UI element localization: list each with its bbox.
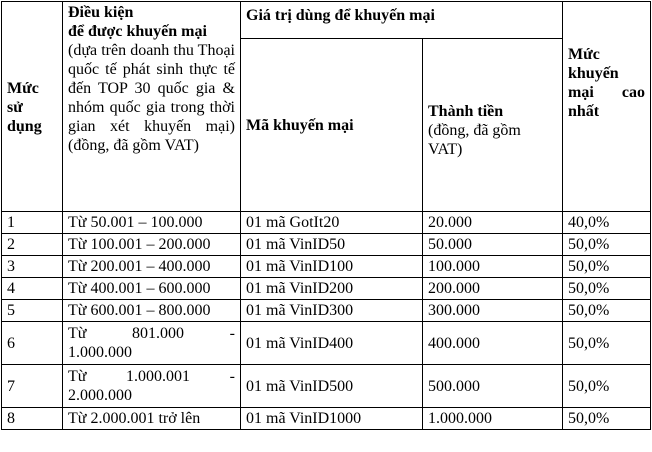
cell-condition — [63, 365, 241, 408]
cell-max-rate: 40,0% — [563, 212, 651, 234]
cell-condition: Từ 600.001 – 800.000 — [63, 300, 241, 322]
cell-amount: 400.000 — [423, 322, 563, 365]
cell-condition-line-2: 1.000.000 — [68, 344, 132, 361]
cell-max-rate: 50,0% — [563, 256, 651, 278]
promotion-table — [1, 1, 651, 430]
table-row — [2, 365, 651, 408]
cell-code: 01 mã VinID50 — [241, 234, 423, 256]
cell-amount: 1.000.000 — [423, 408, 563, 430]
cell-level: 8 — [2, 408, 63, 430]
cell-condition-line-1: Từ 801.000 - — [68, 325, 235, 342]
cell-code: 01 mã VinID1000 — [241, 408, 423, 430]
cell-condition: Từ 50.001 – 100.000 — [63, 212, 241, 234]
cell-code: 01 mã VinID400 — [241, 322, 423, 365]
cell-condition: Từ 100.001 – 200.000 — [63, 234, 241, 256]
cell-level: 1 — [2, 212, 63, 234]
cell-max-rate: 50,0% — [563, 322, 651, 365]
cell-condition: Từ 2.000.001 trở lên — [63, 408, 241, 430]
cell-amount: 300.000 — [423, 300, 563, 322]
header-thanh-tien-desc: (đồng, đã gồm VAT) — [428, 121, 521, 158]
header-muc-su-dung: Mức sử dụng — [2, 2, 63, 212]
cell-condition: Từ 200.001 – 400.000 — [63, 256, 241, 278]
cell-level: 7 — [2, 365, 63, 408]
cell-code: 01 mã VinID100 — [241, 256, 423, 278]
cell-condition-line-2: 2.000.000 — [68, 387, 132, 404]
cell-level: 2 — [2, 234, 63, 256]
table-row — [2, 256, 651, 278]
header-dieu-kien-title-1: Điều kiện — [68, 4, 134, 21]
cell-level: 5 — [2, 300, 63, 322]
header-dieu-kien — [63, 2, 241, 212]
table-row — [2, 278, 651, 300]
cell-condition: Từ 400.001 – 600.000 — [63, 278, 241, 300]
cell-code: 01 mã VinID200 — [241, 278, 423, 300]
cell-condition-line-1: Từ 1.000.001 - — [68, 368, 235, 385]
cell-max-rate: 50,0% — [563, 365, 651, 408]
cell-code: 01 mã VinID500 — [241, 365, 423, 408]
header-ma-khuyen-mai: Mã khuyến mại — [241, 39, 423, 212]
cell-max-rate: 50,0% — [563, 408, 651, 430]
header-row-1 — [2, 2, 651, 39]
cell-level: 3 — [2, 256, 63, 278]
cell-amount: 500.000 — [423, 365, 563, 408]
cell-code: 01 mã GotIt20 — [241, 212, 423, 234]
table-row — [2, 300, 651, 322]
cell-level: 6 — [2, 322, 63, 365]
header-muc-km-cao-nhat: Mức khuyến mại cao nhất — [563, 2, 651, 212]
header-dieu-kien-desc: (dựa trên doanh thu Thoại quốc tế phát sinh thực tế đến TOP 30 quốc gia & nhóm quốc gia trong thời gian xét khuyến mại) (đồng, đã gồm VAT) — [68, 42, 235, 154]
cell-max-rate: 50,0% — [563, 300, 651, 322]
header-gia-tri: Giá trị dùng để khuyến mại — [241, 2, 563, 39]
cell-max-rate: 50,0% — [563, 278, 651, 300]
cell-condition — [63, 322, 241, 365]
cell-amount: 100.000 — [423, 256, 563, 278]
header-thanh-tien — [423, 39, 563, 212]
table-row — [2, 212, 651, 234]
header-dieu-kien-title-2: để được khuyến mại — [68, 23, 207, 40]
cell-level: 4 — [2, 278, 63, 300]
cell-amount: 20.000 — [423, 212, 563, 234]
cell-amount: 50.000 — [423, 234, 563, 256]
table-row — [2, 408, 651, 430]
cell-amount: 200.000 — [423, 278, 563, 300]
cell-max-rate: 50,0% — [563, 234, 651, 256]
cell-code: 01 mã VinID300 — [241, 300, 423, 322]
table-row — [2, 234, 651, 256]
table-row — [2, 322, 651, 365]
header-thanh-tien-title: Thành tiền — [428, 102, 504, 120]
